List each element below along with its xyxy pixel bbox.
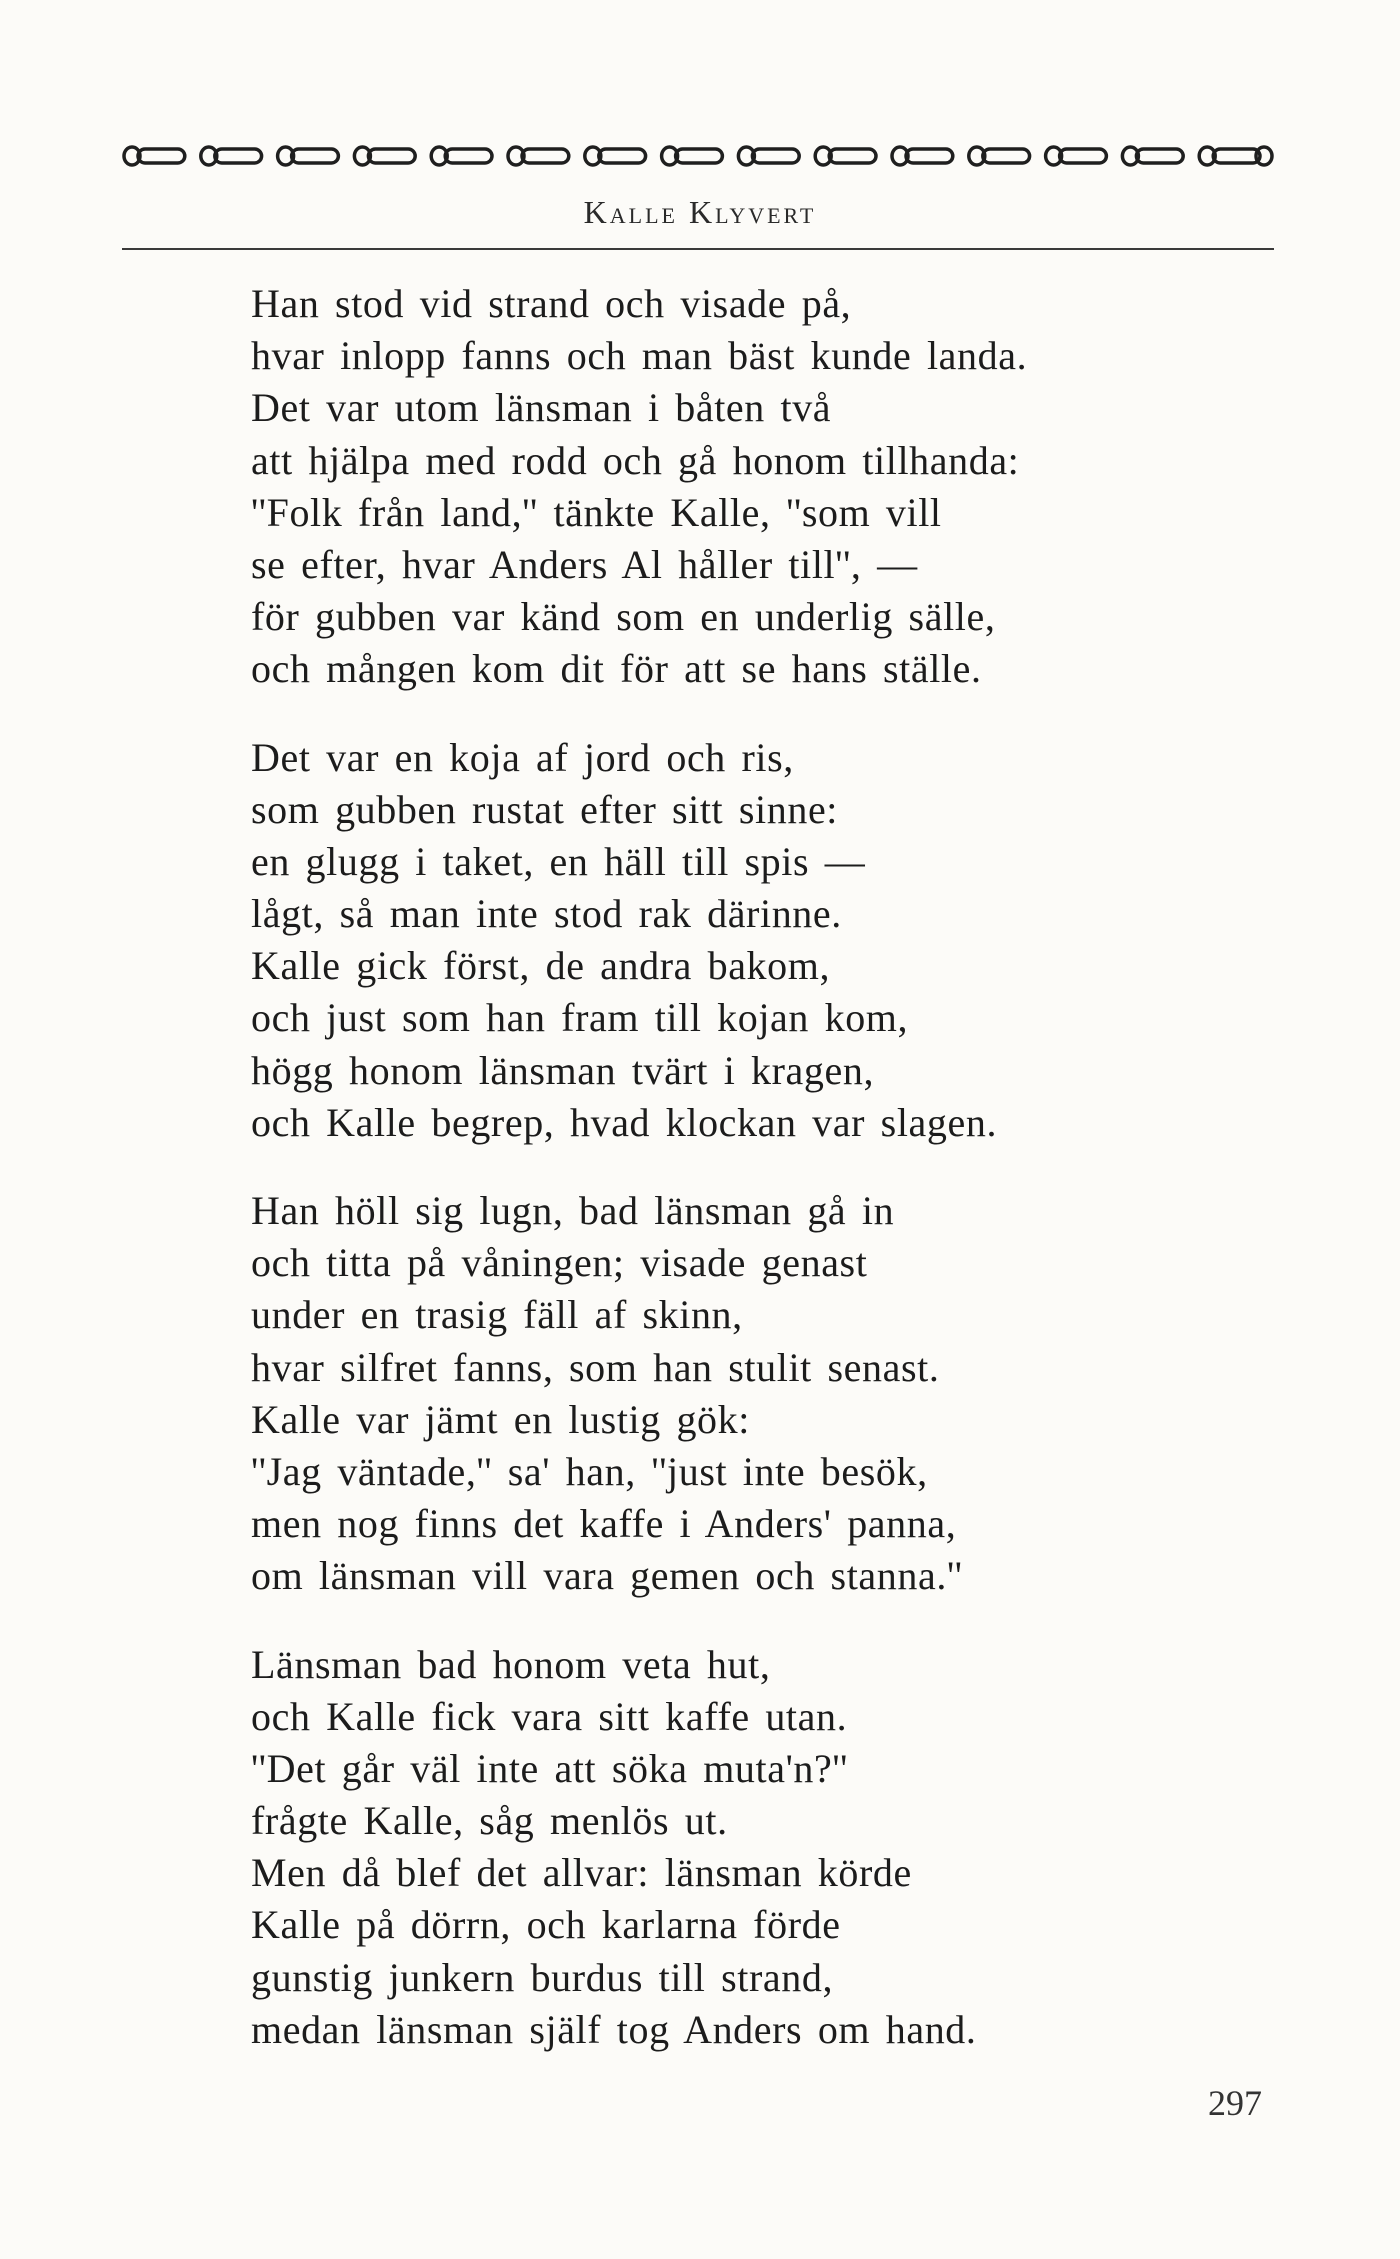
poem-line: och mången kom dit för att se hans ställe.	[251, 646, 982, 692]
stanza	[251, 1185, 1251, 1603]
poem-line: under en trasig fäll af skinn,	[251, 1292, 743, 1338]
poem-line: högg honom länsman tvärt i kragen,	[251, 1047, 875, 1093]
poem-line: ''Jag väntade,'' sa' han, ''just inte besök,	[251, 1448, 928, 1494]
poem-line: Kalle gick först, de andra bakom,	[251, 943, 831, 989]
poem-line: om länsman vill vara gemen och stanna.''	[251, 1553, 963, 1599]
poem-line: Han stod vid strand och visade på,	[251, 281, 852, 326]
poem-line: och titta på våningen; visade genast	[251, 1240, 868, 1286]
poem-line: medan länsman själf tog Anders om hand.	[251, 2006, 977, 2052]
header-rule	[122, 248, 1274, 250]
poem-body	[251, 278, 1251, 2092]
poem-line: Det var en koja af jord och ris,	[251, 734, 794, 780]
poem-line: Han höll sig lugn, bad länsman gå in	[251, 1188, 895, 1233]
poem-line: att hjälpa med rodd och gå honom tillhanda:	[251, 437, 1020, 483]
poem-line: ''Folk från land,'' tänkte Kalle, ''som vill	[251, 489, 942, 535]
poem-line: men nog finns det kaffe i Anders' panna,	[251, 1501, 957, 1547]
poem-line: frågte Kalle, såg menlös ut.	[251, 1798, 728, 1844]
poem-line: lågt, så man inte stod rak därinne.	[251, 891, 842, 937]
poem-line: gunstig junkern burdus till strand,	[251, 1954, 834, 2000]
poem-line: Länsman bad honom veta hut,	[251, 1641, 771, 1687]
running-title: Kalle Klyvert	[583, 194, 817, 230]
poem-line: Kalle på dörrn, och karlarna förde	[251, 1902, 841, 1948]
stanza	[251, 278, 1251, 696]
poem-line: Kalle var jämt en lustig gök:	[251, 1396, 750, 1442]
chain-border-ornament	[122, 142, 1274, 170]
stanza	[251, 732, 1251, 1150]
poem-line: hvar inlopp fanns och man bäst kunde landa.	[251, 333, 1028, 379]
poem-line: som gubben rustat efter sitt sinne:	[251, 786, 839, 832]
poem-line: för gubben var känd som en underlig sälle,	[251, 594, 996, 640]
poem-line: och Kalle begrep, hvad klockan var slagen.	[251, 1099, 998, 1145]
stanza	[251, 1639, 1251, 2057]
poem-line: hvar silfret fanns, som han stulit senast.	[251, 1344, 940, 1390]
poem-line: och just som han fram till kojan kom,	[251, 995, 909, 1041]
poem-line: Men då blef det allvar: länsman körde	[251, 1850, 912, 1896]
poem-line: Det var utom länsman i båten två	[251, 385, 832, 431]
poem-line: och Kalle fick vara sitt kaffe utan.	[251, 1693, 848, 1739]
page-number: 297	[1208, 2083, 1262, 2123]
poem-line: ''Det går väl inte att söka muta'n?''	[251, 1745, 848, 1791]
poem-line: se efter, hvar Anders Al håller till'', —	[251, 541, 918, 587]
poem-line: en glugg i taket, en häll till spis —	[251, 838, 866, 884]
